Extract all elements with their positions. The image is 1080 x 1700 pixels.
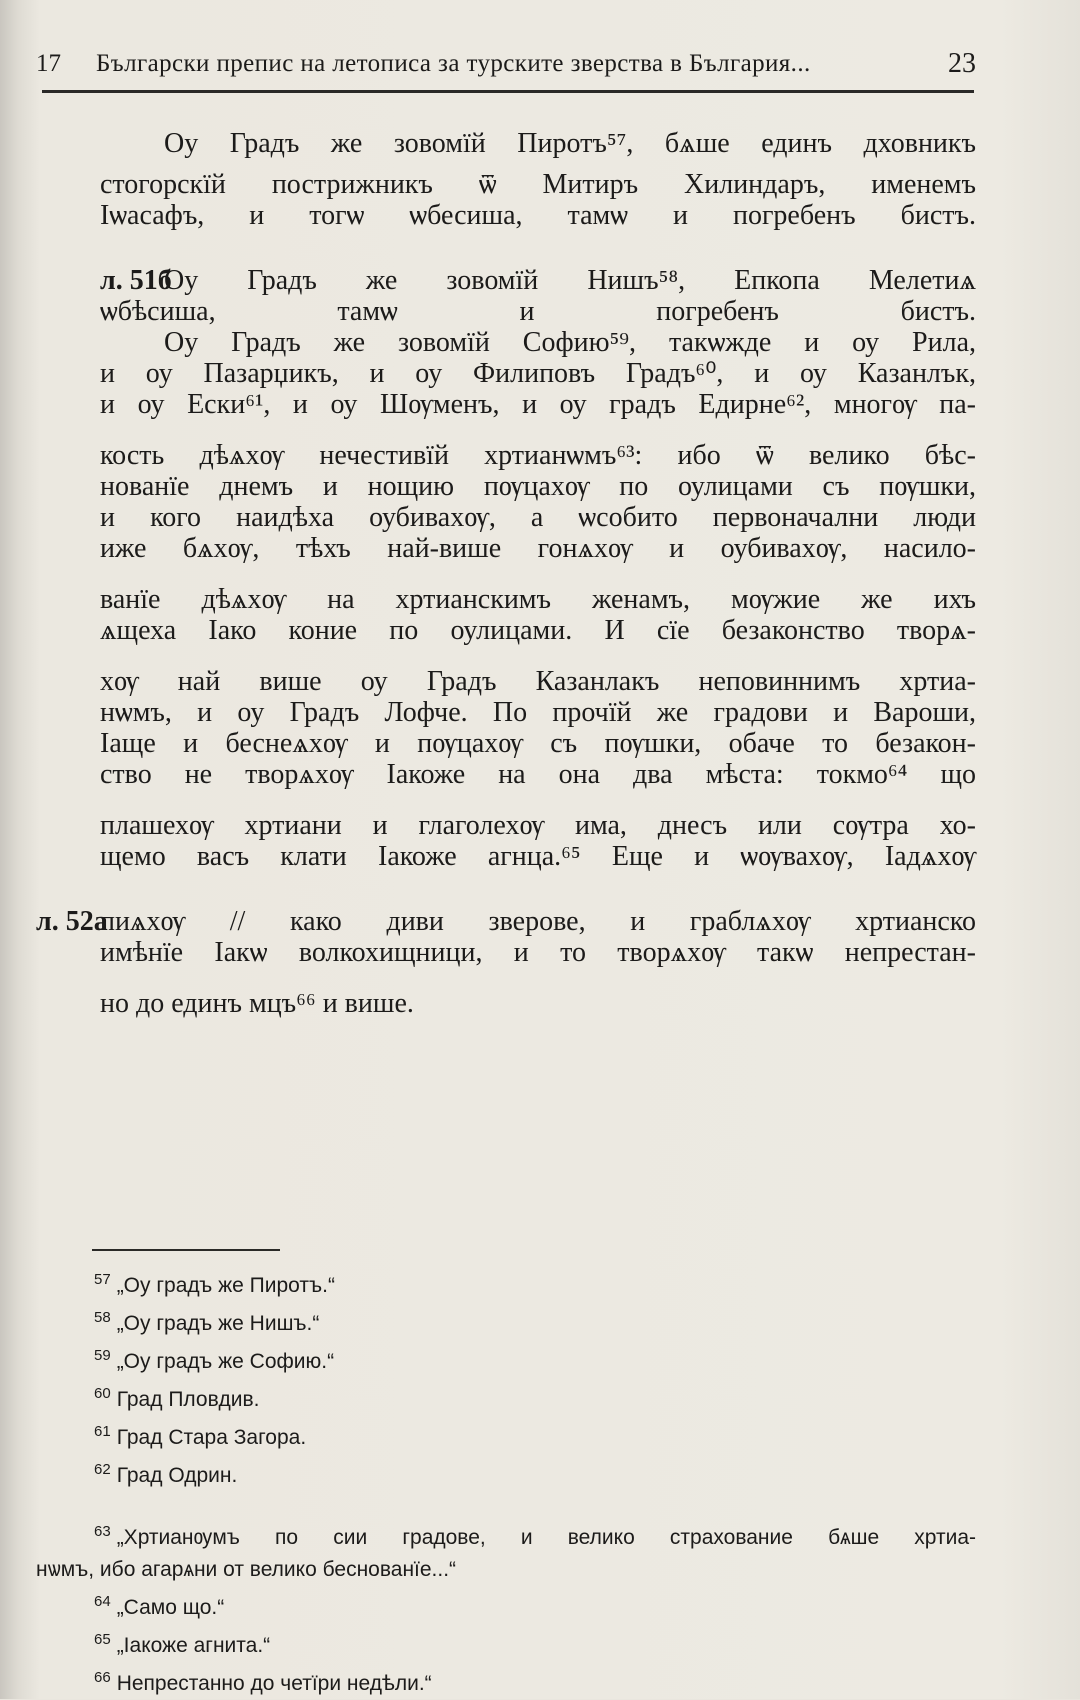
text-line: л. 52а пиѧхѹ // како диви зверове, и граблѧхѹ хртианско: [36, 906, 976, 937]
text-line: Іаще и беснеѧхѹ и пѹцахѹ съ пѹшки, обаче то безакон-: [100, 728, 976, 759]
text-line: хѹ най више оу Градъ Казанлакъ неповиннимъ хртиа-: [100, 666, 976, 697]
text-line: имѣнїе Іакѡ волкохищници, и то творѧхѹ такѡ непрестан-: [100, 937, 976, 968]
header-rule: [42, 90, 974, 93]
text-line: нѡмъ, и оу Градъ Лофче. По прочїй же градови и Вароши,: [100, 697, 976, 728]
text-line: ванїе дѣѧхѹ на хртианскимъ женамъ, мѹжие же ихъ: [100, 584, 976, 615]
text-line: ѡбѣсиша, тамѡ и погребенъ бистъ.: [100, 296, 976, 327]
text-line: щемо васъ клати Іакоже агнца.⁶⁵ Еще и ѡѹвахѹ, Іадѧхѹ: [100, 841, 976, 872]
main-text: [36, 128, 976, 1019]
text-line: кость дѣѧхѹ нечестивїй хртианѡмъ⁶³: ибо ѿ велико бѣс-: [100, 440, 976, 471]
footnote: $^{65}$ „Іакоже агнита.“: [94, 1631, 271, 1657]
footnote: $^{59}$ „Оу градъ же Софию.“: [94, 1347, 335, 1373]
footnote: $^{66}$ Непрестанно до четїри недѣли.“: [94, 1669, 432, 1695]
text-line: л. 51б Оу Градъ же зовомїй Нишъ⁵⁸, Епкопа Мелетиѧ: [36, 265, 976, 296]
text-line: Оу Градъ же зовомїй Софию⁵⁹, такѡжде и оу Рила,: [164, 327, 976, 358]
text-line: Оу Градъ же зовомїй Пиротъ⁵⁷, бѧше единъ дховникъ: [164, 128, 976, 159]
text-line: нованїе днемъ и нощию пѹцахѹ по оулицами съ пѹшки,: [100, 471, 976, 502]
text-line: и оу Ески⁶¹, и оу Шѹменъ, и оу градъ Едирне⁶², многѹ па-: [100, 389, 976, 420]
text-line: Іѡасафъ, и тогѡ ѡбесиша, тамѡ и погребенъ бистъ.: [100, 200, 976, 231]
folio-marker: л. 52а: [36, 906, 108, 937]
text-line: и оу Пазарџикъ, и оу Филиповъ Градъ⁶⁰, и оу Казанлък,: [100, 358, 976, 389]
footnotes: [36, 1264, 976, 1700]
footnote: $^{63}$ „Хртианѹмъ по сии градове, и велико страхование бѧше хртиа-: [94, 1523, 976, 1549]
footnote: $^{57}$ „Оу градъ же Пиротъ.“: [94, 1271, 335, 1297]
text-line: ѧщеха Іако коние по оулицами. И сїе безаконство творѧ-: [100, 615, 976, 646]
footnote: $^{61}$ Град Стара Загора.: [94, 1423, 307, 1449]
folio-marker: л. 51б: [100, 265, 172, 296]
page-number: 23: [948, 48, 976, 79]
text-line: и кого наидѣха оубивахѹ, а ѡсобито первоначални люди: [100, 502, 976, 533]
text-line-last: но до единъ мцъ⁶⁶ и више.: [100, 988, 414, 1019]
footnote-rule: [92, 1249, 280, 1251]
issue-number: 17: [36, 50, 61, 77]
text-line: ство не творѧхѹ Іакоже на она два мѣста: токмо⁶⁴ що: [100, 759, 976, 790]
text-line: плашехѹ хртиани и глаголехѹ има, днесъ или сѹтра хо-: [100, 810, 976, 841]
footnote-continuation: нѡмъ, ибо агарѧни от велико беснованїе...“: [36, 1558, 457, 1581]
text-line: иже бѧхѹ, тѣхъ най-више гонѧхѹ и оубивахѹ, насило-: [100, 533, 976, 564]
footnote: $^{60}$ Град Пловдив.: [94, 1385, 260, 1411]
running-header: [36, 44, 976, 84]
running-title: Български препис на летописа за турските зверства в България...: [96, 50, 811, 77]
text-line: стогорскїй пострижникъ ѿ Митиръ Хилиндаръ, именемъ: [100, 169, 976, 200]
footnote: $^{62}$ Град Одрин.: [94, 1461, 238, 1487]
footnote: $^{58}$ „Оу градъ же Нишъ.“: [94, 1309, 320, 1335]
footnote: $^{64}$ „Само що.“: [94, 1593, 225, 1619]
